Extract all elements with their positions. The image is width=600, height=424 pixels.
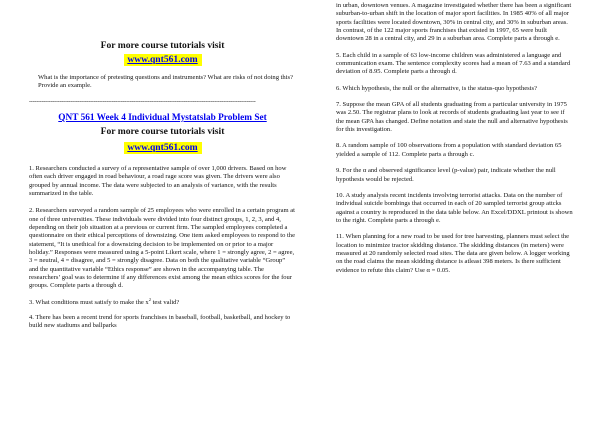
question-3 (29, 296, 296, 307)
question-8: 8. A random sample of 100 observations from a population with standard deviation 65 yielded a sample of 112. Complete parts a through c. (336, 142, 562, 158)
question-1: 1. Researchers conducted a survey of a representative sample of over 1,000 drivers. Based on how often each driver engaged in road behaviour, a road rage score was given. The drivers were also grouped by annual income. The data were subjected to an analysis of variance, with the results summarized in the table. (29, 164, 287, 197)
question-3-text: 3. What conditions must satisfy to make the x (29, 298, 149, 306)
left-column (29, 0, 296, 331)
visit-text-2: For more course tutorials visit (100, 125, 225, 137)
right-column (336, 2, 574, 275)
section-title-link[interactable]: QNT 561 Week 4 Individual Mystatslab Problem Set (58, 112, 267, 123)
question-10: 10. A study analysis recent incidents involving terrorist attacks. Data on the number of individual suicide bombings that occurred in each of 20 sampled terrorist group attcks against a country is reproduced in the data table below. An Excel/DDXL printout is shown to the right. Complete parts a through e. (336, 191, 573, 224)
question-4-end: in urban, downtown venues. A magazine investigated whether there has been a significant suburban-to-urban shift in the location of major sport facilities. In 1985 40% of all major sports facilities were located downtown, 30% in central city, and 30% in suburban areas. In contrast, of the 122 major sports franchises that existed in 1997, 65 were built downtown 28 in a central city, and 29 in a suburban area. Complete parts a through e. (336, 2, 572, 43)
question-2: 2. Researchers surveyed a random sample of 25 employees who were enrolled in a certain program at one of three universities. These individuals were divided into four distinct groups, 1, 2, 3, and 4, depending on their job situation at a previous or current firm. The sampled employees completed a questionnaire on their ethical perceptions of downsizing. One item asked employees to respond to the statement, “It is unethical for a downsizing decision to be implemented on or prior to a major holiday.” Responses were measured using a 5-point Likert scale, where 1 = strongly agree, 2 = agree, 3 = neutral, 4 = disagree, and 5 = strongly disagree. Data on both the qualitative variable “Group” and the quantitative variable “Ethics response” are shown in the accompanying table. The researchers’ goal was to determine if any differences exist among the mean ethics scores for the four groups. Complete parts a through d. (29, 207, 295, 290)
question-7: 7. Suppose the mean GPA of all students graduating from a particular university in 1975 was 2.50. The registrar plans to look at records of students graduating last year to see if the mean GPA has changed. Define notation and state the null and alternative hypothesis for this investigation. (336, 101, 568, 134)
question-5: 5. Each child in a sample of 63 low-income children was administered a language and communication exam. The sentence complexity scores had a mean of 7.63 and a standard deviation of 8.95. Complete parts a through d. (336, 51, 571, 76)
question-3-tail: test valid? (150, 298, 180, 306)
question-9: 9. For the α and observed significance level (p-value) pair, indicate whether the null hypothesis would be rejected. (336, 167, 556, 183)
question-11: 11. When planning for a new road to be used for tree harvesting, planners must select the location to minimize tractor skidding distance. The skidding distances (in meters) were measured at 20 randomly selected road sites. The data are given below. A logger working on the road claims the mean skidding distance is atleast 398 meters. Is there sufficient evidence to refute this claim? Use α = 0.05. (336, 233, 570, 274)
site-link-2[interactable]: www.qnt561.com (124, 142, 202, 154)
intro-question: What is the importance of pretesting questions and instruments? What are risks of not doing this? Provide an example. (38, 74, 293, 90)
visit-text: For more course tutorials visit (100, 40, 225, 51)
site-link[interactable]: www.qnt561.com (124, 54, 202, 66)
question-4-start: 4. There has been a recent trend for sports franchises in baseball, football, basketball, and hockey to build new stadiums and ballparks (29, 313, 291, 330)
question-3-superscript: 2 (148, 296, 151, 302)
divider: ------------------------------------------------------------------------------------------------------------------------------ (29, 98, 256, 105)
question-6: 6. Which hypothesis, the null or the alternative, is the status-quo hypothesis? (336, 84, 537, 92)
